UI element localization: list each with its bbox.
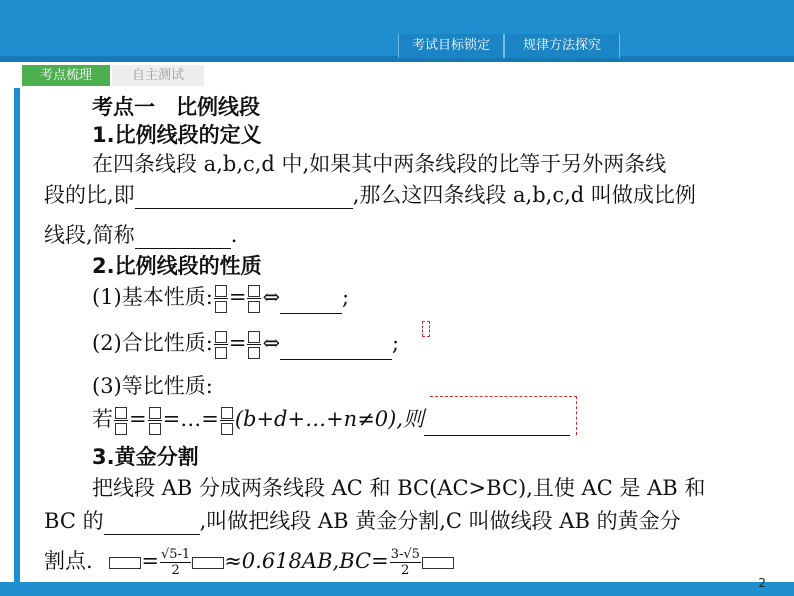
footer-bar — [0, 582, 794, 596]
p1-end: ; — [342, 285, 350, 309]
golden-line2 — [44, 505, 681, 535]
sqrt5-minus1-over2 — [160, 547, 191, 578]
blank-short-name — [135, 248, 231, 249]
page-title: 考点一 比例线段 — [92, 95, 260, 119]
fraction-icon — [214, 329, 228, 360]
s1-text-line1: 在四条线段 a,b,c,d 中,如果其中两条线段的比等于另外两条线 — [92, 152, 667, 176]
p3-cond: (b+d+…+n≠0),则 — [234, 407, 425, 431]
p1-iff: ⇔ — [262, 285, 281, 309]
red-marker-icon — [430, 396, 577, 435]
s1-text2b: ,那么这四条线段 a,b,c,d 叫做成比例 — [352, 183, 696, 207]
page-number: 2 — [758, 576, 766, 590]
header-bar — [0, 0, 794, 62]
blank-proportion-def — [135, 208, 353, 209]
s1-text-line3 — [44, 219, 237, 249]
g3-mid: ≈0.618AB,BC= — [224, 549, 389, 573]
frac1-num: √5-1 — [160, 547, 191, 562]
fraction-icon — [148, 405, 162, 436]
p3-ruo: 若 — [92, 407, 113, 431]
s1-text3a: 线段,简称 — [44, 223, 135, 247]
formula-placeholder-icon — [192, 557, 224, 569]
p3-eq2: =…= — [162, 407, 219, 431]
property-1 — [92, 281, 349, 314]
s1-text2a: 段的比,即 — [44, 183, 135, 207]
section-2-title: 2.比例线段的性质 — [92, 254, 262, 278]
fraction-icon — [247, 329, 261, 360]
tab-exam-goals[interactable]: 考试目标锁定 — [398, 34, 504, 58]
golden-line1: 把线段 AB 分成两条线段 AC 和 BC(AC>BC),且使 AC 是 AB 和 — [92, 476, 706, 500]
segment-self-test[interactable]: 自主测试 — [112, 65, 204, 86]
p2-eq: = — [228, 331, 247, 355]
blank-equal-ratio — [424, 435, 570, 436]
formula-placeholder-icon — [422, 557, 454, 569]
red-marker-icon — [422, 321, 430, 337]
fraction-icon — [220, 405, 234, 436]
p1-label: (1)基本性质: — [92, 285, 213, 309]
p2-end: ; — [392, 331, 400, 355]
tab-method-explore[interactable]: 规律方法探究 — [504, 34, 620, 58]
header-stripe — [0, 56, 794, 62]
section-1-title: 1.比例线段的定义 — [92, 123, 262, 147]
blank-golden-mean — [104, 534, 200, 535]
blank-basic-property — [280, 313, 342, 314]
formula-placeholder-icon — [109, 557, 141, 569]
fraction-icon — [214, 283, 228, 314]
g3-eq: = — [141, 549, 159, 573]
p2-label: (2)合比性质: — [92, 331, 213, 355]
g2a: BC 的 — [44, 509, 104, 533]
segment-key-points[interactable]: 考点梳理 — [22, 65, 110, 86]
p2-iff: ⇔ — [262, 331, 281, 355]
s1-text-line2 — [44, 179, 696, 209]
property-3-label: (3)等比性质: — [92, 374, 213, 398]
frac2-den: 2 — [401, 563, 410, 578]
left-accent-bar — [14, 88, 20, 582]
property-2 — [92, 327, 399, 360]
p3-eq1: = — [129, 407, 147, 431]
section-3-title: 3.黄金分割 — [92, 445, 199, 469]
s1-text3b: . — [230, 223, 238, 247]
3-minus-sqrt5-over2 — [390, 547, 421, 578]
g3a: 割点. — [44, 549, 93, 573]
frac1-den: 2 — [171, 563, 180, 578]
p1-eq: = — [228, 285, 247, 309]
fraction-icon — [247, 283, 261, 314]
blank-sum-property — [280, 359, 392, 360]
golden-line3 — [44, 545, 454, 578]
fraction-icon — [114, 405, 128, 436]
frac2-num: 3-√5 — [390, 547, 420, 562]
g2b: ,叫做把线段 AB 黄金分割,C 叫做线段 AB 的黄金分 — [199, 509, 681, 533]
